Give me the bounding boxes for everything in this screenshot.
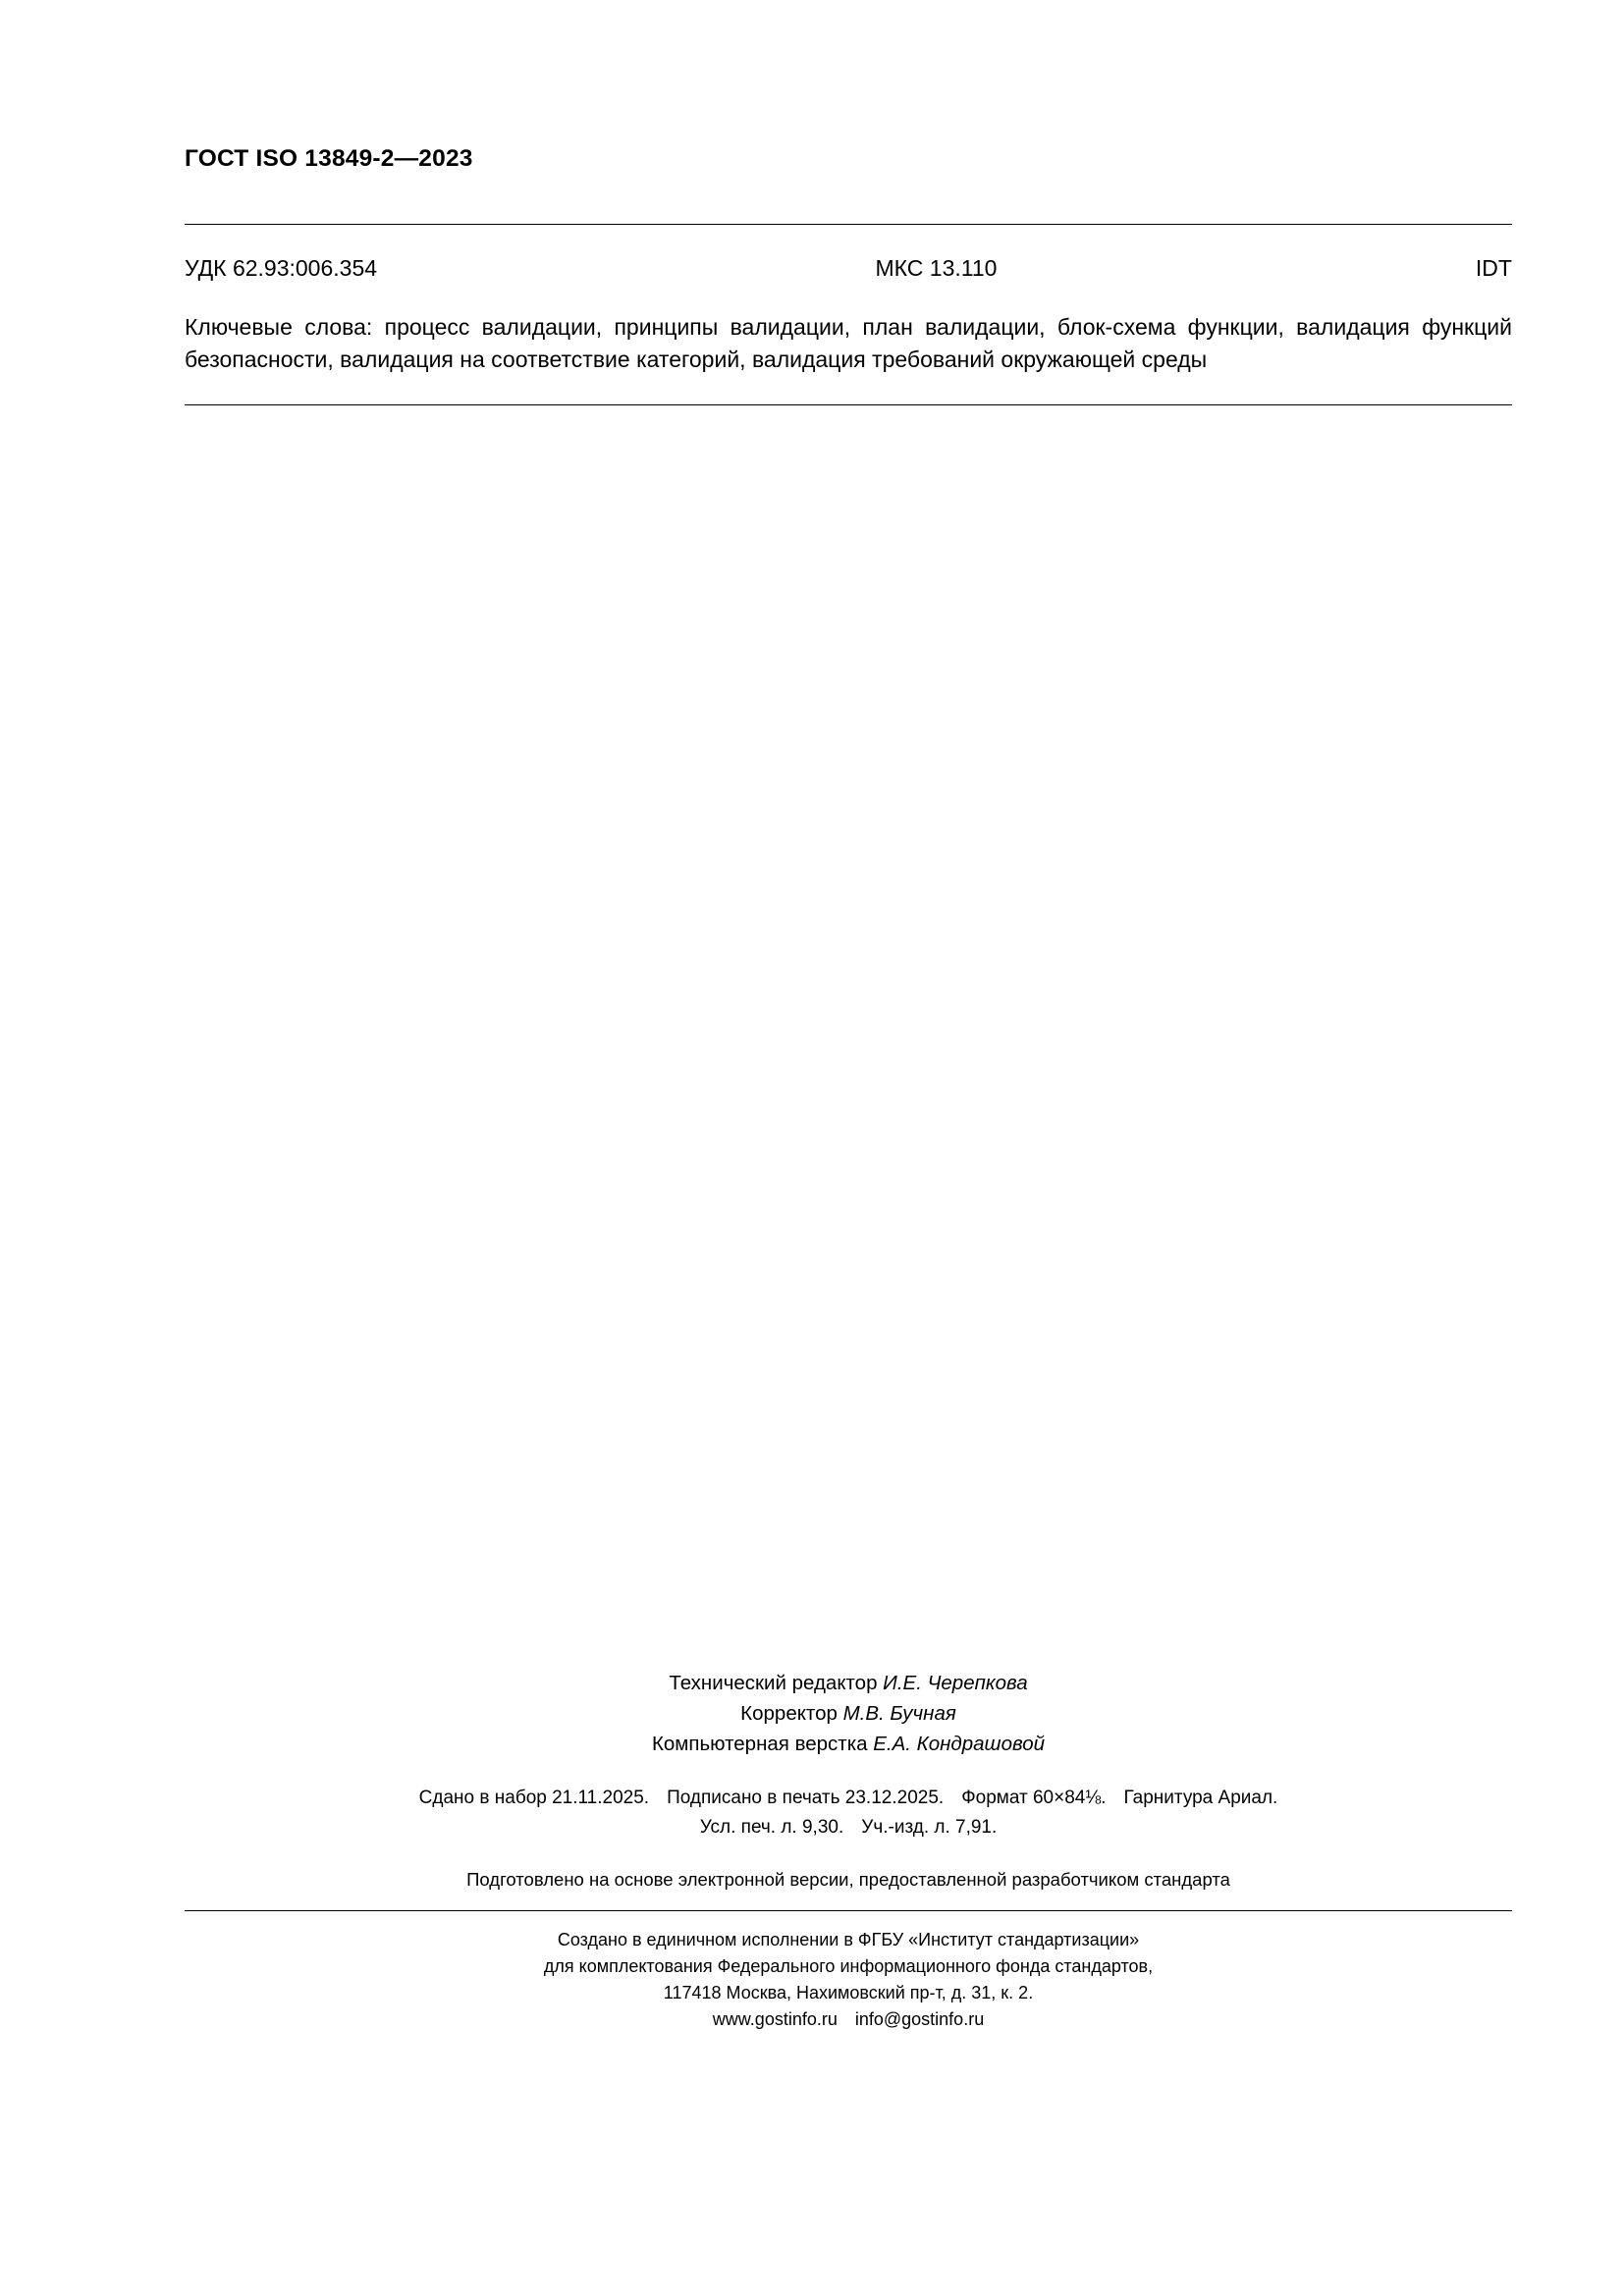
layout-line (185, 1730, 1512, 1760)
mks-code: МКС 13.110 (875, 255, 998, 281)
idt-label: IDT (1475, 255, 1512, 281)
keywords-paragraph: Ключевые слова: процесс валидации, принципы валидации, план валидации, блок-схема функции, валидация функций безопасности, валидация на соответствие категорий, валидация требований окружающей среды (185, 314, 1512, 372)
footer-contacts (185, 2006, 1512, 2033)
print-info-line-2 (185, 1813, 1512, 1842)
paper-format: Формат 60×84⅛. (961, 1788, 1107, 1809)
keywords-divider (185, 404, 1512, 405)
layout-label: Компьютерная верстка (651, 1732, 874, 1755)
email-link[interactable]: info@gostinfo.ru (854, 2009, 985, 2030)
footer-divider (185, 1910, 1512, 1911)
website-link[interactable]: www.gostinfo.ru (712, 2009, 838, 2030)
layout-name: Е.А. Кондрашовой (873, 1732, 1046, 1755)
prepared-note: Подготовлено на основе электронной версии, предоставленной разработчиком стандарта (466, 1869, 1230, 1891)
technical-editor-name: И.Е. Черепкова (883, 1672, 1028, 1694)
print-info-line-1 (185, 1784, 1512, 1812)
print-sheets: Усл. печ. л. 9,30. (699, 1816, 844, 1838)
footer-line-1: Создано в единичном исполнении в ФГБУ «Институт стандартизации» (557, 1930, 1140, 1950)
technical-editor-line (185, 1669, 1512, 1699)
typeset-date: Сдано в набор 21.11.2025. (418, 1788, 650, 1809)
typeface: Гарнитура Ариал. (1123, 1788, 1278, 1809)
colophon-block (185, 1669, 1512, 2033)
print-date: Подписано в печать 23.12.2025. (667, 1788, 945, 1809)
print-info (185, 1784, 1512, 1842)
classification-row (185, 255, 1512, 282)
credits-list (185, 1669, 1512, 1759)
corrector-label: Корректор (740, 1701, 843, 1725)
corrector-name: М.В. Бучная (842, 1701, 956, 1725)
technical-editor-label: Технический редактор (669, 1672, 884, 1694)
publisher-sheets: Уч.-изд. л. 7,91. (861, 1816, 998, 1838)
page-content (185, 0, 1512, 405)
udk-code: УДК 62.93:006.354 (185, 255, 378, 281)
footer-block (185, 1927, 1512, 2033)
header-divider (185, 224, 1512, 225)
footer-line-3: 117418 Москва, Нахимовский пр-т, д. 31, к. 2. (663, 1983, 1034, 2003)
footer-line-2: для комплектования Федерального информационного фонда стандартов, (543, 1956, 1154, 1977)
corrector-line (185, 1699, 1512, 1730)
page-title: ГОСТ ISO 13849-2—2023 (185, 145, 473, 172)
